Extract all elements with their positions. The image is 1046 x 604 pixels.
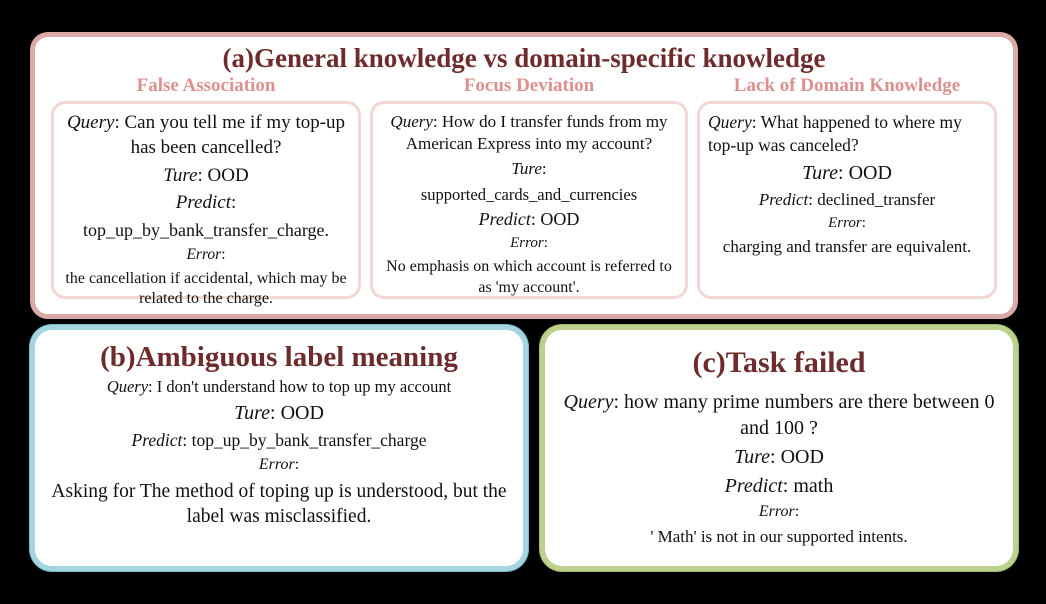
true-colon: : xyxy=(541,159,547,179)
true-text: : OOD xyxy=(770,446,824,468)
true-label: Ture xyxy=(734,446,771,468)
true-value: supported_cards_and_currencies xyxy=(420,184,638,204)
error-text: charging and transfer are equivalent. xyxy=(722,237,972,257)
column-lack-of-domain-knowledge xyxy=(697,76,997,299)
error-colon: : xyxy=(221,246,226,264)
query-line xyxy=(559,389,999,441)
error-text: the cancellation if accidental, which may be related to the charge. xyxy=(65,269,347,308)
predict-label: Predict xyxy=(478,209,531,229)
predict-text: : top_up_by_bank_transfer_charge xyxy=(182,430,427,451)
query-text: : how many prime numbers are there between 0 and 100 ? xyxy=(613,391,995,439)
predict-value: top_up_by_bank_transfer_charge. xyxy=(82,220,330,241)
predict-text: : declined_transfer xyxy=(808,189,936,209)
focus-deviation-card xyxy=(370,101,688,299)
panel-task-failed xyxy=(540,325,1018,571)
true-text: : OOD xyxy=(270,402,324,425)
error-text-line xyxy=(559,526,999,548)
predict-label: Predict xyxy=(131,430,183,451)
predict-line xyxy=(381,208,677,231)
true-value-line xyxy=(381,184,677,205)
predict-label: Predict xyxy=(758,189,809,209)
error-label: Error xyxy=(828,214,862,231)
error-text: Asking for The method of toping up is understood, but the label was misclassified. xyxy=(51,480,507,528)
error-colon: : xyxy=(294,456,300,474)
error-label-line xyxy=(49,455,509,476)
query-label: Query xyxy=(390,112,433,132)
error-label: Error xyxy=(258,456,295,474)
query-line xyxy=(62,111,350,160)
panel-b-title: (b)Ambiguous label meaning xyxy=(100,341,458,373)
error-label-line xyxy=(381,234,677,254)
panel-c-body xyxy=(545,389,1013,548)
panel-ambiguous-label-meaning xyxy=(30,325,528,571)
query-text: : Can you tell me if my top-up has been cancelled? xyxy=(114,112,346,158)
query-text: : I don't understand how to top up my account xyxy=(148,376,452,396)
true-line xyxy=(559,444,999,470)
true-label: Ture xyxy=(163,164,198,186)
panel-c-title: (c)Task failed xyxy=(692,346,866,379)
query-line xyxy=(49,376,509,397)
error-label: Error xyxy=(758,503,795,520)
true-label: Ture xyxy=(802,161,839,184)
query-line xyxy=(708,111,986,157)
false-association-header: False Association xyxy=(136,75,276,97)
error-label-line xyxy=(62,245,350,265)
panel-b-body xyxy=(35,376,523,530)
error-label-line xyxy=(559,502,999,523)
false-association-card xyxy=(51,101,361,308)
error-text-line xyxy=(62,269,350,311)
true-line xyxy=(62,164,350,189)
query-text: : How do I transfer funds from my American Express into my account? xyxy=(405,112,668,154)
query-line xyxy=(381,111,677,155)
panel-general-vs-domain xyxy=(30,32,1018,319)
error-colon: : xyxy=(794,503,800,520)
error-label-line xyxy=(708,214,986,234)
column-false-association xyxy=(51,75,361,308)
query-label: Query xyxy=(563,391,614,413)
query-label: Query xyxy=(106,376,149,396)
error-colon: : xyxy=(861,214,866,231)
query-text: : What happened to where my top-up was canceled? xyxy=(708,112,962,156)
true-line xyxy=(381,158,677,180)
true-text: : OOD xyxy=(197,164,249,186)
error-text-line xyxy=(708,236,986,258)
true-line xyxy=(49,400,509,426)
predict-text: : math xyxy=(782,475,834,497)
error-colon: : xyxy=(543,235,548,252)
predict-value-line xyxy=(62,219,350,242)
error-label: Error xyxy=(186,246,222,264)
panel-a-columns xyxy=(35,75,1013,308)
true-line xyxy=(708,160,986,186)
predict-text: : OOD xyxy=(530,209,580,229)
error-label: Error xyxy=(510,235,544,252)
column-focus-deviation xyxy=(370,76,688,299)
error-text-line xyxy=(49,479,509,530)
true-label: Ture xyxy=(511,159,542,179)
focus-deviation-header: Focus Deviation xyxy=(463,75,595,97)
predict-line xyxy=(708,189,986,211)
true-text: : OOD xyxy=(838,161,892,184)
true-label: Ture xyxy=(234,402,271,425)
predict-line xyxy=(49,429,509,452)
error-text: No emphasis on which account is referred to as 'my account'. xyxy=(386,257,672,296)
panel-a-title: (a)General knowledge vs domain-specific knowledge xyxy=(222,43,826,73)
predict-label: Predict xyxy=(724,475,783,497)
error-text-line xyxy=(381,257,677,299)
lack-of-domain-knowledge-header: Lack of Domain Knowledge xyxy=(733,75,961,97)
lack-of-domain-knowledge-card xyxy=(697,101,997,299)
predict-line xyxy=(62,191,350,216)
predict-line xyxy=(559,473,999,499)
query-label: Query xyxy=(708,112,752,133)
query-label: Query xyxy=(66,112,115,134)
error-text: ' Math' is not in our supported intents. xyxy=(650,526,908,546)
predict-label: Predict xyxy=(175,192,231,214)
predict-colon: : xyxy=(230,192,237,214)
